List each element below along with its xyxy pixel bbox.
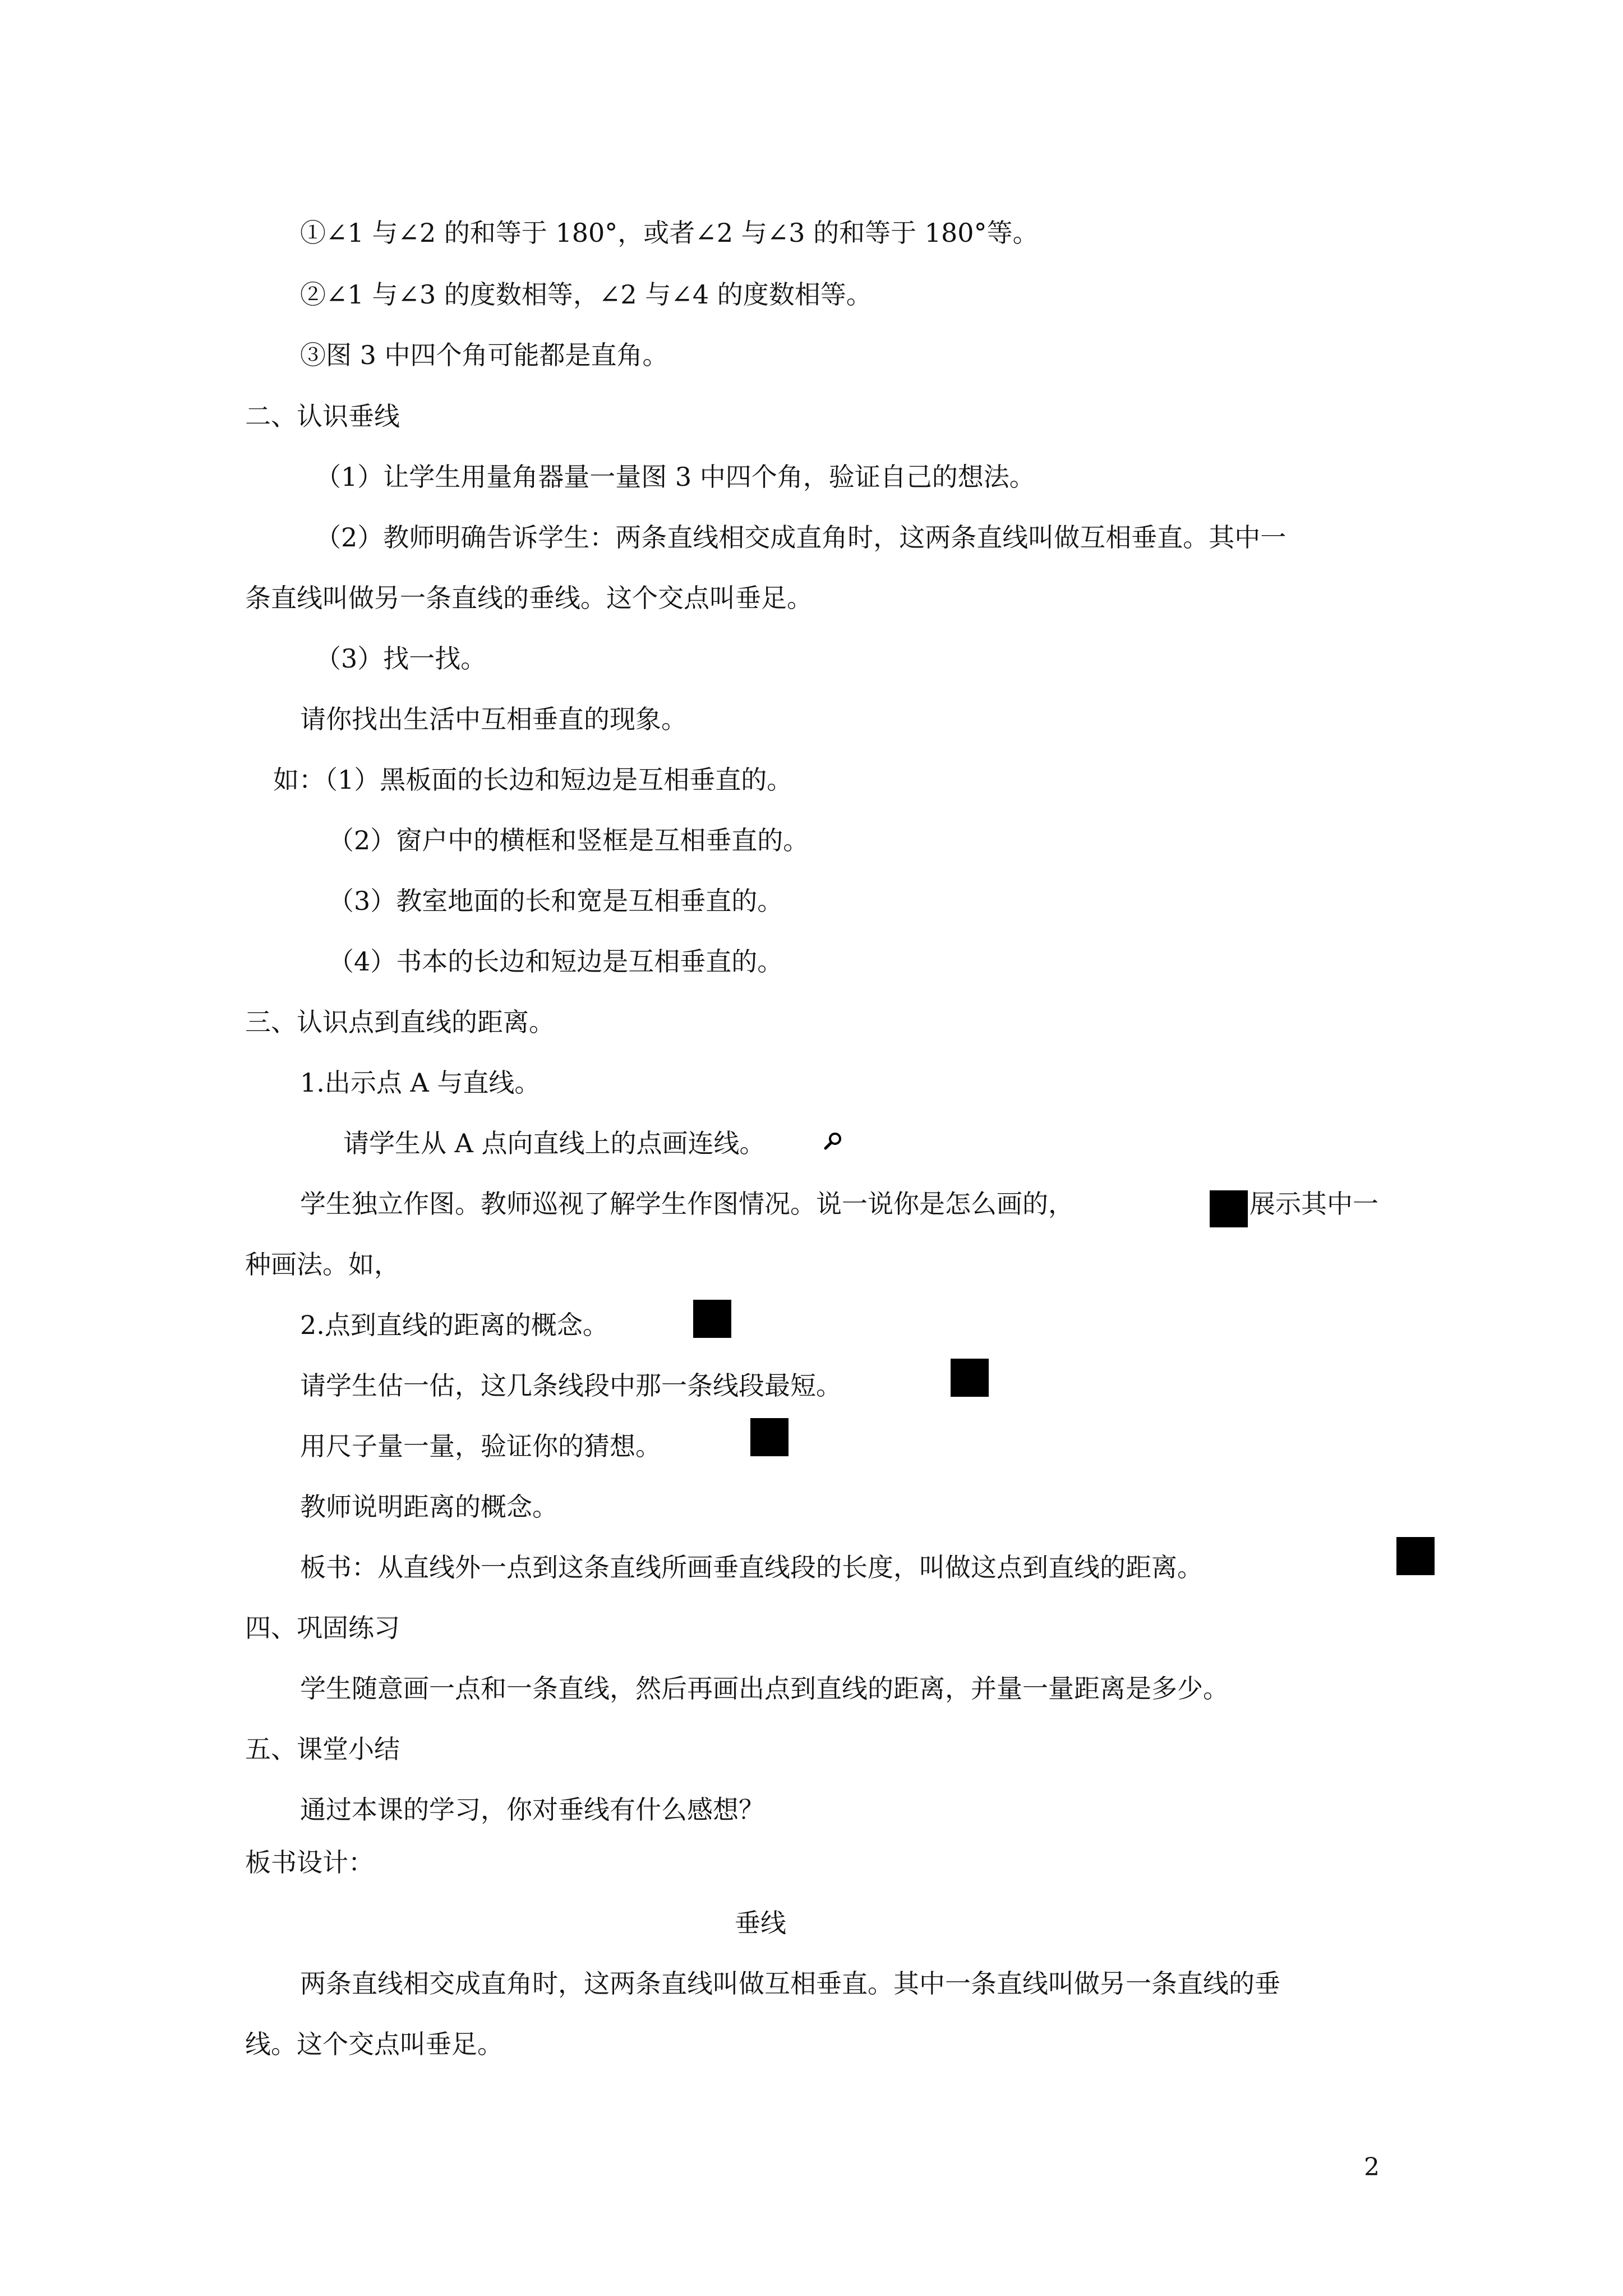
text-line: ②∠1 与∠3 的度数相等，∠2 与∠4 的度数相等。 [300, 279, 872, 310]
text-line: 条直线叫做另一条直线的垂线。这个交点叫垂足。 [245, 583, 813, 613]
figure-placeholder-icon [951, 1359, 989, 1397]
text-line: 请学生估一估，这几条线段中那一条线段最短。 [300, 1370, 842, 1401]
text-line: 通过本课的学习，你对垂线有什么感想？ [300, 1795, 764, 1825]
text-line: 1.出示点 A 与直线。 [300, 1068, 541, 1098]
text-line: （1）让学生用量角器量一量图 3 中四个角，验证自己的想法。 [315, 462, 1035, 492]
text-line: ①∠1 与∠2 的和等于 180°，或者∠2 与∠3 的和等于 180°等。 [300, 218, 1039, 248]
board-title: 垂线 [735, 1908, 786, 1938]
text-line: （3）教室地面的长和宽是互相垂直的。 [328, 886, 783, 916]
text-line: 用尺子量一量，验证你的猜想。 [300, 1431, 661, 1461]
text-line: 学生独立作图。教师巡视了解学生作图情况。说一说你是怎么画的， [300, 1189, 1074, 1219]
text-line: （3）找一找。 [315, 643, 487, 674]
text-line: 教师说明距离的概念。 [300, 1492, 558, 1522]
section-heading: 三、认识点到直线的距离。 [245, 1007, 555, 1037]
section-heading: 二、认识垂线 [245, 401, 400, 431]
section-heading: 四、巩固练习 [245, 1613, 400, 1643]
text-line: 线。这个交点叫垂足。 [245, 2029, 503, 2059]
text-line: 如：（1）黑板面的长边和短边是互相垂直的。 [273, 765, 793, 795]
figure-placeholder-icon [1396, 1537, 1435, 1575]
text-line: ③图 3 中四个角可能都是直角。 [300, 340, 668, 370]
text-line: 两条直线相交成直角时，这两条直线叫做互相垂直。其中一条直线叫做另一条直线的垂 [300, 1968, 1280, 1999]
magnifier-icon [823, 1131, 842, 1151]
section-heading: 五、课堂小结 [245, 1734, 400, 1764]
page-number: 2 [1364, 2153, 1380, 2182]
text-line: 2.点到直线的距离的概念。 [300, 1310, 608, 1340]
text-line: 请你找出生活中互相垂直的现象。 [300, 704, 687, 734]
text-line: 板书：从直线外一点到这条直线所画垂直线段的长度，叫做这点到直线的距离。 [300, 1552, 1203, 1582]
text-line: （2）窗户中的横框和竖框是互相垂直的。 [328, 825, 809, 855]
text-line: 板书设计： [245, 1847, 374, 1878]
text-line: 展示其中一 [1249, 1189, 1378, 1219]
text-line: （2）教师明确告诉学生：两条直线相交成直角时，这两条直线叫做互相垂直。其中一 [315, 522, 1287, 553]
text-line: 请学生从 A 点向直线上的点画连线。 [343, 1128, 766, 1158]
text-line: （4）书本的长边和短边是互相垂直的。 [328, 946, 783, 977]
figure-placeholder-icon [693, 1300, 731, 1338]
text-line: 种画法。如， [245, 1249, 400, 1280]
text-line: 学生随意画一点和一条直线，然后再画出点到直线的距离，并量一量距离是多少。 [300, 1673, 1229, 1704]
figure-placeholder-icon [750, 1418, 789, 1456]
figure-placeholder-icon [1210, 1190, 1248, 1227]
